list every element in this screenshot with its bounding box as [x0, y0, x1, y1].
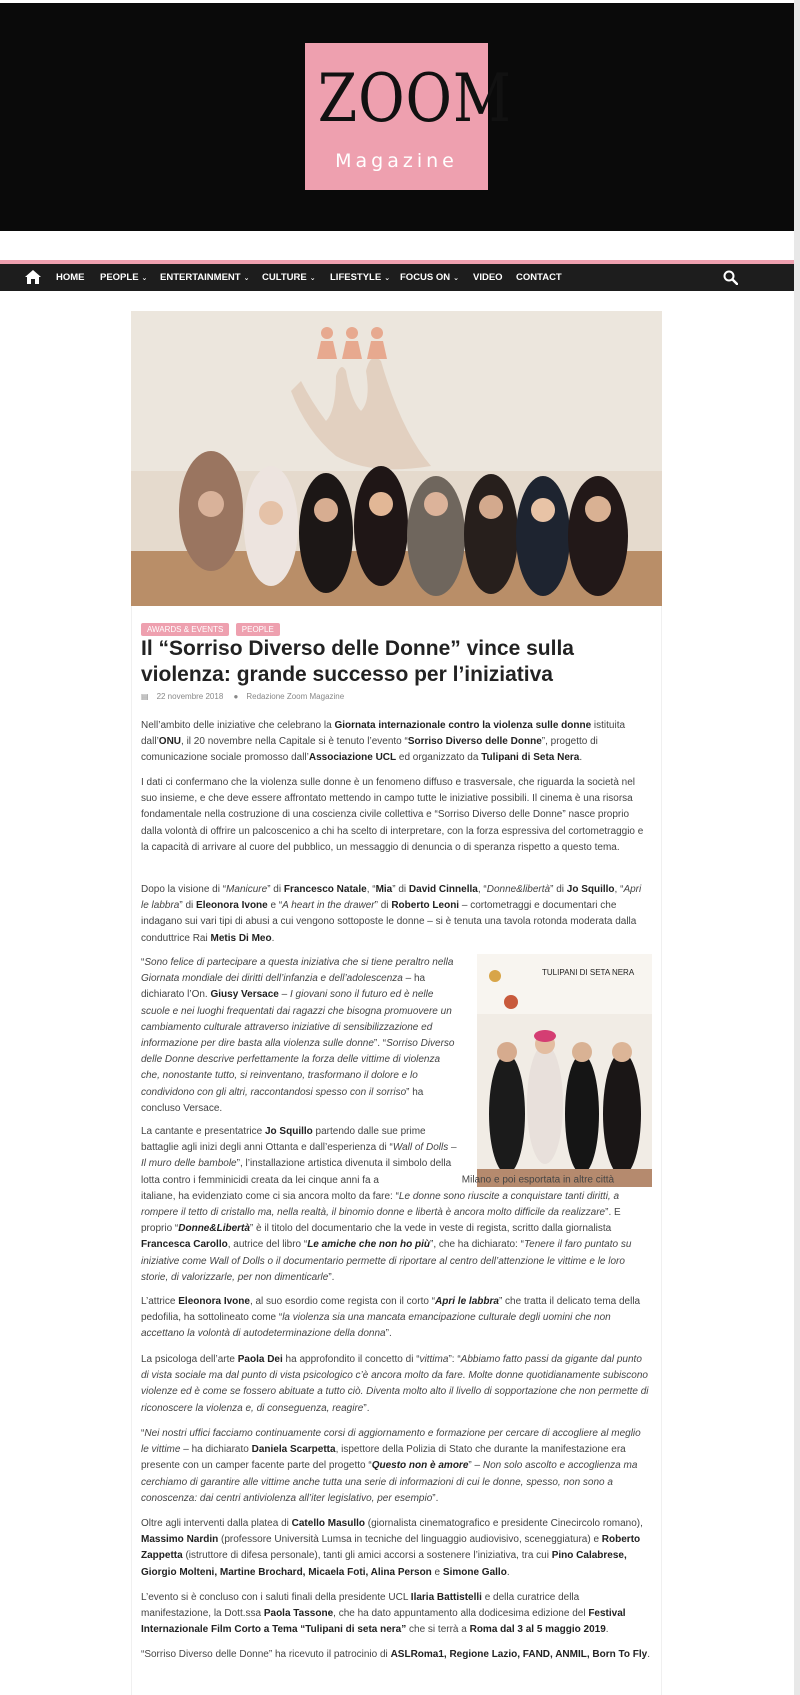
nav-item-contact[interactable]: CONTACT [516, 272, 562, 283]
chevron-down-icon: ⌄ [453, 275, 460, 282]
nav-item-people[interactable]: PEOPLE ⌄ [100, 272, 148, 283]
article-paragraph: L’evento si è concluso con i saluti finali della presidente UCL Ilaria Battistelli e della curatrice della manifestazione, la Dott.ssa Paola Tassone, che ha dato appuntamento alla dodicesima edizione del Festival Internazionale Film Corto a Tema “Tulipani di seta nera” che si terrà a Roma dal 3 al 5 maggio 2019. [141, 1592, 626, 1636]
site-logo[interactable] [305, 43, 512, 190]
user-icon: ● [233, 692, 239, 701]
article-author[interactable]: Redazione Zoom Magazine [246, 692, 345, 701]
calendar-icon: ▤ [141, 692, 149, 701]
article-paragraph: Oltre agli interventi dalla platea di Catello Masullo (giornalista cinematografico e presidente Cinecircolo romano), Massimo Nardin (professore Università Lumsa in tecniche del linguaggio audiovisivo, sceneggiatura) e Roberto Zappetta (istruttore di difesa personale), tanti gli amici accorsi a sostenere l’iniziativa, tra cui Pino Calabrese, Giorgio Molteni, Martine Brochard, Micaela Foti, Alina Person e Simone Gallo. [141, 1518, 643, 1578]
article-title: Il “Sorriso Diverso delle Donne” vince sulla violenza: grande successo per l’iniziativa [141, 637, 574, 686]
chevron-down-icon: ⌄ [141, 275, 148, 282]
logo-subtitle: Magazine [335, 150, 458, 172]
nav-item-video[interactable]: VIDEO [473, 272, 503, 283]
article-date[interactable]: 22 novembre 2018 [156, 692, 224, 701]
nav-item-entertainment[interactable]: ENTERTAINMENT ⌄ [160, 272, 250, 283]
chevron-down-icon: ⌄ [243, 275, 250, 282]
nav-item-home[interactable]: HOME [56, 272, 85, 283]
featured-image [131, 311, 662, 606]
article-paragraph: Dopo la visione di “Manicure” di Francesco Natale, “Mia” di David Cinnella, “Donne&libertà” di Jo Squillo, “Apri le labbra” di Eleonora Ivone e “A heart in the drawer” di Roberto Leoni – cortometraggi e documentari che indagano sui vari tipi di abusi a cui vengono sottoposte le donne – si è tenuta una tavola rotonda moderata dalla conduttrice Rai Metis Di Meo. [141, 884, 642, 944]
chevron-down-icon: ⌄ [384, 275, 391, 282]
chevron-down-icon: ⌄ [309, 275, 316, 282]
nav-item-lifestyle[interactable]: LIFESTYLE ⌄ [330, 272, 391, 283]
featured-photo-illustration [131, 311, 662, 606]
article-paragraph: “Sorriso Diverso delle Donne” ha ricevuto il patrocinio di ASLRoma1, Regione Lazio, FAND, ANMIL, Born To Fly. [141, 1649, 651, 1660]
scrollbar-track[interactable] [794, 0, 800, 1695]
article-tags [141, 619, 282, 637]
article-paragraph: La psicologa dell’arte Paola Dei ha approfondito il concetto di “vittima”: “Abbiamo fatto passi da gigante dal punto di vista sociale ma dal punto di vista psicologico c’è ancora molto da fare. Molte donne quotidianamente subiscono violenze ed è come se fossero abituate a tutto ciò. Diventa molto alto il livello di sopportazione che non permette di riconoscere la violenza e, di conseguenza, reagire”. [141, 1354, 649, 1414]
nav-item-culture[interactable]: CULTURE ⌄ [262, 272, 316, 283]
home-icon[interactable] [24, 269, 42, 285]
article-paragraph: I dati ci confermano che la violenza sulle donne è un fenomeno diffuso e trasversale, che riguarda la società nel suo insieme, e che deve essere affrontato mettendo in campo tutte le iniziative possibili. Il cinema è una risorsa fondamentale nella costruzione di una coscienza civile collettiva e “Sorriso Diverso delle Donne” nasce proprio dalla volontà di offrire un palcoscenico a chi ha scelto di interpretare, con la forza espressiva del cortometraggio e la capacità di arrivare al cuore del pubblico, un messaggio di denuncia o di speranza rispetto a questo tema. [141, 777, 644, 853]
article-paragraph: La cantante e presentatrice Jo Squillo partendo dalle sue prime battaglie agli inizi degli anni Ottanta e dall’esperienza di “Wall of Dolls – Il muro delle bambole”, l’installazione artistica divenuta il simbolo della lotta contro i femminicidi creata da lei cinque anni fa a Milano e poi esportata in altre città italiane, ha evidenziato come ci sia ancora molto da fare: “Le donne sono riuscite a conquistare tanti diritti, a rompere il tetto di cristallo ma, nella realtà, il binomio donne e libertà è ancora molto difficile da realizzare”. E proprio “Donne&Libertà” è il titolo del documentario che la vede in veste di regista, scritto dalla giornalista Francesca Carollo, autrice del libro “Le amiche che non ho più”, che ha dichiarato: “Tenere il faro puntato su iniziative come Wall of Dolls o il documentario permette di riportare al centro dell’attenzione le vittime e le loro storie, di valorizzarle, per non dimenticarle”. [141, 1126, 632, 1283]
tag-awards-events[interactable]: AWARDS & EVENTS [141, 623, 229, 636]
inset-sign-text: TULIPANI DI SETA NERA [542, 968, 635, 977]
article-paragraph: “Sono felice di partecipare a questa iniziativa che si tiene peraltro nella Giornata mondiale dei diritti dell’infanzia e dell’adolescenza – ha dichiarato l’On. Giusy Versace – I giovani sono il futuro ed è nelle scuole e nei luoghi frequentati dai ragazzi che bisogna promuovere un cambiamento culturale attraverso iniziative di sensibilizzazione ed informazione per dire basta alla violenza sulle donne”. “Sorriso Diverso delle Donne descrive perfettamente la forza delle vittime di violenza che, nonostante tutto, si reinventano, trasformano il dolore e lo condividono con gli altri, raccontandosi spesso con il sorriso” ha concluso Versace. [141, 957, 455, 1114]
article-meta [141, 692, 352, 701]
search-icon[interactable] [723, 270, 738, 285]
logo-word: ZOOM [317, 60, 512, 137]
main-nav [0, 264, 794, 291]
article-paragraph: Nell’ambito delle iniziative che celebrano la Giornata internazionale contro la violenza sulle donne istituita dall’ONU, il 20 novembre nella Capitale si è tenuto l’evento “Sorriso Diverso delle Donne”, progetto di comunicazione sociale promosso dall’Associazione UCL ed organizzato da Tulipani di Seta Nera. [141, 720, 626, 764]
article-paragraph: L’attrice Eleonora Ivone, al suo esordio come regista con il corto “Apri le labbra” che tratta il delicato tema della pedofilia, ha sottolineato come “la violenza sia una mancata emancipazione culturale degli uomini che non accettano la volontà di autodeterminazione della donna”. [141, 1296, 641, 1340]
tag-people[interactable]: PEOPLE [236, 623, 280, 636]
article-paragraph: “Nei nostri uffici facciamo continuamente corsi di aggiornamento e formazione per cercare di accogliere al meglio le vittime – ha dichiarato Daniela Scarpetta, ispettore della Polizia di Stato che durante la manifestazione era presente con un camper facente parte del progetto “Questo non è amore” – Non solo ascolto e accoglienza ma cerchiamo di garantire alle vittime anche tutta una serie di informazioni di cui le donne, spesso, non sono a conoscenza: dai centri antiviolenza all’iter legislativo, per esempio”. [141, 1428, 641, 1504]
nav-item-focus-on[interactable]: FOCUS ON ⌄ [400, 272, 460, 283]
